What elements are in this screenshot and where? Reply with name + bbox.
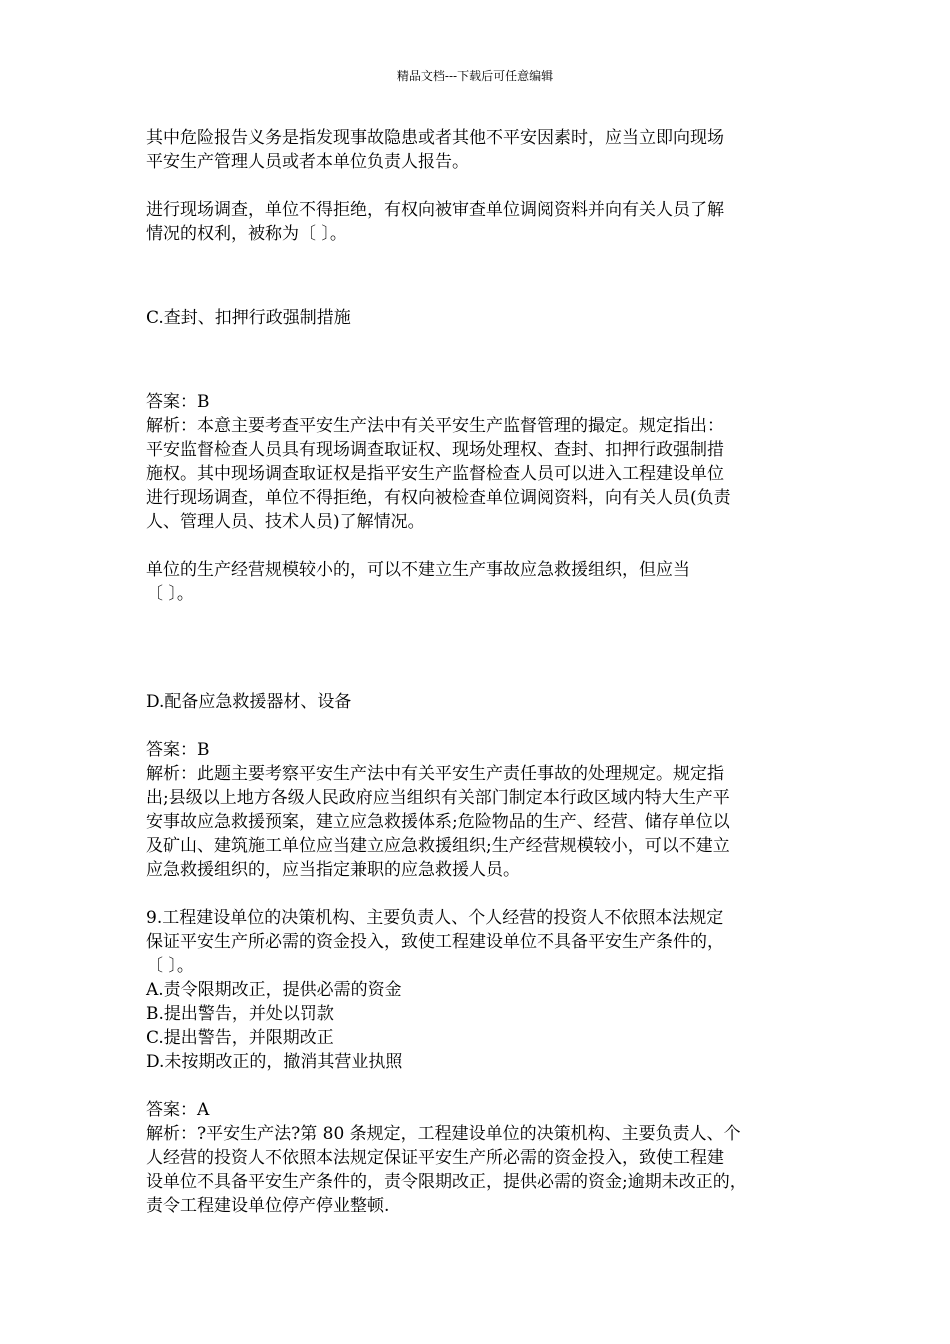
text-line: 责令工程建设单位停产停业整顿.	[146, 1196, 390, 1216]
document-body	[146, 126, 816, 1218]
text-line: 安事故应急救援预案，建立应急救援体系;危险物品的生产、经营、储存单位以	[146, 812, 730, 832]
text-line: 其中危险报告义务是指发现事故隐患或者其他不平安因素时，应当立即向现场	[146, 128, 724, 148]
answer-line: 答案：B	[146, 392, 210, 412]
option-c: C.提出警告，并限期改正	[146, 1028, 334, 1048]
text-line: 设单位不具备平安生产条件的，责令限期改正，提供必需的资金;逾期未改正的，	[146, 1172, 747, 1192]
text-line: 平安生产管理人员或者本单位负责人报告。	[146, 152, 469, 172]
answer-line: 答案：A	[146, 1100, 210, 1120]
question-9	[146, 906, 816, 1074]
text-line: 应急救援组织的，应当指定兼职的应急救援人员。	[146, 860, 520, 880]
option-a: A.责令限期改正，提供必需的资金	[146, 980, 402, 1000]
text-line: 〔 〕。	[146, 584, 194, 604]
question-site-survey	[146, 198, 816, 246]
text-line: 进行现场调查，单位不得拒绝，有权向被审查单位调阅资料并向有关人员了解	[146, 200, 724, 220]
text-line: 进行现场调查，单位不得拒绝，有权向被检查单位调阅资料，向有关人员(负责	[146, 488, 731, 508]
question-emergency-rescue	[146, 558, 816, 606]
text-line: 出;县级以上地方各级人民政府应当组织有关部门制定本行政区域内特大生产平	[146, 788, 730, 808]
text-line: 情况的权利，被称为〔 〕。	[146, 224, 347, 244]
option-c	[146, 306, 816, 330]
option-b: B.提出警告，并处以罚款	[146, 1004, 334, 1024]
text-line: 解析：本意主要考查平安生产法中有关平安生产监督管理的撮定。规定指出：	[146, 416, 724, 436]
text-line: 保证平安生产所必需的资金投入，致使工程建设单位不具备平安生产条件的，	[146, 932, 724, 952]
answer-explanation-2	[146, 738, 816, 882]
text-line: C.查封、扣押行政强制措施	[146, 308, 351, 328]
answer-line: 答案：B	[146, 740, 210, 760]
text-line: D.配备应急救援器材、设备	[146, 692, 352, 712]
option-d: D.未按期改正的，撤消其营业执照	[146, 1052, 403, 1072]
text-line: 解析：此题主要考察平安生产法中有关平安生产责任事故的处理规定。规定指	[146, 764, 724, 784]
text-line: 人经营的投资人不依照本法规定保证平安生产所必需的资金投入，致使工程建	[146, 1148, 724, 1168]
text-line: 施权。其中现场调查取证权是指平安生产监督检查人员可以进入工程建设单位	[146, 464, 724, 484]
option-d	[146, 690, 816, 714]
text-line: 及矿山、建筑施工单位应当建立应急救援组织;生产经营规模较小，可以不建立	[146, 836, 730, 856]
answer-explanation-1	[146, 390, 816, 534]
text-line: 人、管理人员、技术人员)了解情况。	[146, 512, 425, 532]
text-line: 解析：?平安生产法?第 80 条规定，工程建设单位的决策机构、主要负责人、个	[146, 1124, 741, 1144]
text-line: 平安监督检查人员具有现场调查取证权、现场处理权、查封、扣押行政强制措	[146, 440, 724, 460]
text-line: 9.工程建设单位的决策机构、主要负责人、个人经营的投资人不依照本法规定	[146, 908, 724, 928]
paragraph-danger-report	[146, 126, 816, 174]
text-line: 〔 〕。	[146, 956, 194, 976]
page-header: 精品文档---下载后可任意编辑	[396, 69, 554, 83]
answer-explanation-3	[146, 1098, 816, 1218]
text-line: 单位的生产经营规模较小的，可以不建立生产事故应急救援组织，但应当	[146, 560, 690, 580]
